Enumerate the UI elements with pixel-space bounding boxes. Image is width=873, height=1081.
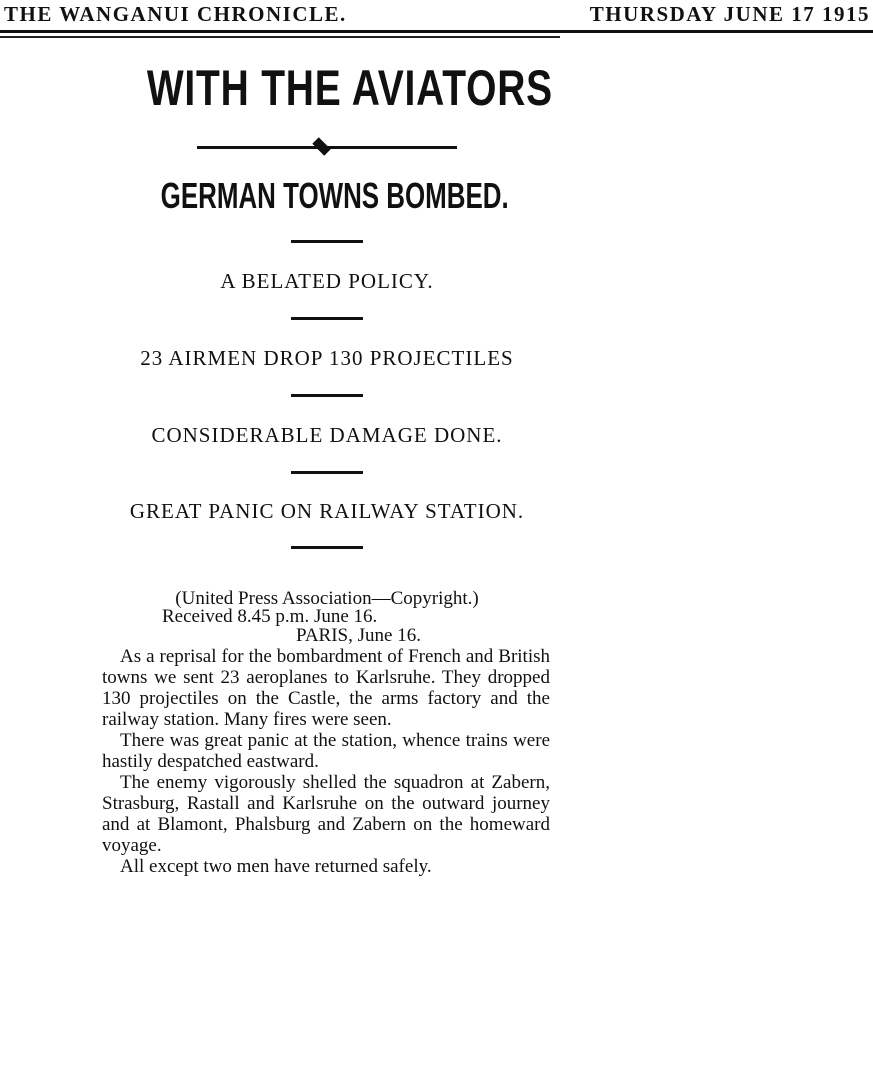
deck-panic: GREAT PANIC ON RAILWAY STATION.	[129, 499, 525, 523]
divider-rule	[291, 394, 363, 397]
deck-damage: CONSIDERABLE DAMAGE DONE.	[151, 423, 503, 447]
deck-airmen: 23 AIRMEN DROP 130 PROJECTILES	[140, 346, 514, 370]
received-time: Received 8.45 p.m. June 16.	[162, 606, 378, 627]
deck-belated-policy: A BELATED POLICY.	[220, 269, 434, 293]
masthead-rule-secondary	[0, 36, 560, 38]
masthead-line	[4, 2, 870, 27]
divider-rule	[291, 240, 363, 243]
paragraph: As a reprisal for the bombardment of French and British towns we sent 23 aeroplanes to Karlsruhe. They dropped 130 projectiles on the Castle, the arms factory and the railway station. Many fires were seen.	[102, 646, 550, 730]
divider-rule	[291, 546, 363, 549]
headline: WITH THE AVIATORS	[146, 60, 553, 116]
divider-rule	[291, 317, 363, 320]
paragraph: There was great panic at the station, whence trains were hastily despatched eastward.	[102, 730, 550, 772]
paragraph: All except two men have returned safely.	[120, 856, 432, 877]
paragraph: The enemy vigorously shelled the squadron at Zabern, Strasburg, Rastall and Karlsruhe on the outward journey and at Blamont, Phalsburg and Zabern on the homeward voyage.	[102, 772, 550, 856]
paper-name: THE WANGANUI CHRONICLE.	[4, 2, 347, 26]
dateline: PARIS, June 16.	[296, 625, 421, 646]
masthead-rule	[0, 30, 873, 33]
masthead	[0, 0, 873, 40]
press-credit: (United Press Association—Copyright.)	[175, 588, 479, 609]
article-column	[96, 58, 558, 877]
subhead: GERMAN TOWNS BOMBED.	[160, 175, 509, 216]
divider-rule	[291, 471, 363, 474]
diamond-ornament	[312, 137, 330, 155]
diamond-rule	[197, 140, 457, 154]
article-body	[96, 646, 558, 877]
issue-date: THURSDAY JUNE 17 1915	[589, 2, 870, 26]
